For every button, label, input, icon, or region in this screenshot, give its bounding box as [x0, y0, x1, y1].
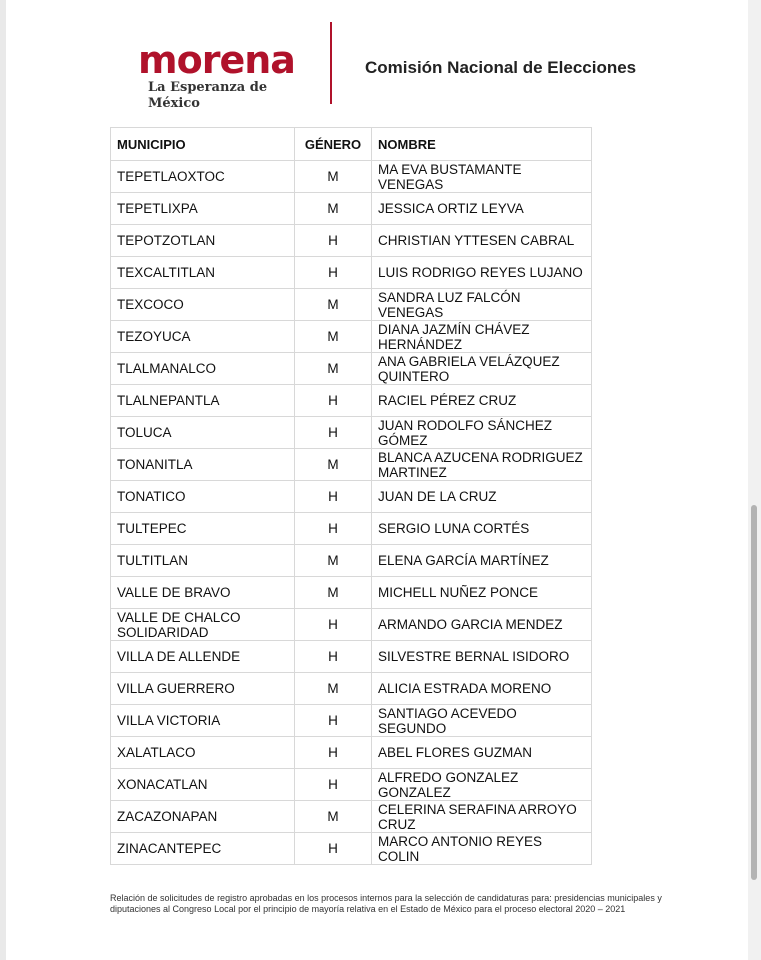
- table-row: [111, 257, 592, 289]
- cell-municipio: TULTEPEC: [111, 513, 295, 545]
- candidates-table: [110, 127, 592, 865]
- cell-genero: H: [295, 769, 372, 801]
- cell-genero: H: [295, 737, 372, 769]
- cell-nombre: ARMANDO GARCIA MENDEZ: [372, 609, 592, 641]
- table-row: [111, 801, 592, 833]
- cell-municipio: TOLUCA: [111, 417, 295, 449]
- cell-genero: M: [295, 193, 372, 225]
- table-row: [111, 737, 592, 769]
- cell-nombre: ANA GABRIELA VELÁZQUEZ QUINTERO: [372, 353, 592, 385]
- logo-tagline: La Esperanza de México: [148, 80, 268, 111]
- cell-nombre: ELENA GARCÍA MARTÍNEZ: [372, 545, 592, 577]
- vertical-scrollbar[interactable]: [748, 0, 761, 960]
- cell-municipio: XALATLACO: [111, 737, 295, 769]
- cell-municipio: VILLA VICTORIA: [111, 705, 295, 737]
- cell-municipio: ZACAZONAPAN: [111, 801, 295, 833]
- table-row: [111, 833, 592, 865]
- cell-genero: H: [295, 641, 372, 673]
- cell-municipio: TONANITLA: [111, 449, 295, 481]
- table-row: [111, 161, 592, 193]
- table-row: [111, 193, 592, 225]
- cell-nombre: LUIS RODRIGO REYES LUJANO: [372, 257, 592, 289]
- scrollbar-thumb[interactable]: [751, 505, 757, 880]
- table-header-row: [111, 128, 592, 161]
- table-row: [111, 641, 592, 673]
- cell-genero: M: [295, 289, 372, 321]
- column-header-nombre: NOMBRE: [372, 128, 592, 161]
- table-row: [111, 481, 592, 513]
- cell-nombre: JUAN RODOLFO SÁNCHEZ GÓMEZ: [372, 417, 592, 449]
- cell-genero: M: [295, 673, 372, 705]
- table-row: [111, 449, 592, 481]
- table-row: [111, 705, 592, 737]
- cell-genero: M: [295, 161, 372, 193]
- cell-genero: H: [295, 257, 372, 289]
- cell-nombre: JESSICA ORTIZ LEYVA: [372, 193, 592, 225]
- column-header-genero: GÉNERO: [295, 128, 372, 161]
- table-row: [111, 417, 592, 449]
- cell-nombre: MICHELL NUÑEZ PONCE: [372, 577, 592, 609]
- cell-genero: M: [295, 449, 372, 481]
- table-row: [111, 225, 592, 257]
- cell-municipio: TONATICO: [111, 481, 295, 513]
- footnote: Relación de solicitudes de registro aprobadas en los procesos internos para la selección de candidaturas para: presidencias municipales y diputaciones al Congreso Local por el principio de mayoría relativa en el Estado de México para el proceso electoral 2020 – 2021: [110, 893, 662, 914]
- table-row: [111, 673, 592, 705]
- cell-municipio: TEPOTZOTLAN: [111, 225, 295, 257]
- cell-nombre: BLANCA AZUCENA RODRIGUEZ MARTINEZ: [372, 449, 592, 481]
- commission-title: Comisión Nacional de Elecciones: [365, 58, 637, 77]
- table-row: [111, 353, 592, 385]
- table-row: [111, 385, 592, 417]
- cell-municipio: TEXCALTITLAN: [111, 257, 295, 289]
- cell-genero: M: [295, 353, 372, 385]
- cell-genero: H: [295, 385, 372, 417]
- cell-nombre: SANTIAGO ACEVEDO SEGUNDO: [372, 705, 592, 737]
- table-row: [111, 513, 592, 545]
- cell-nombre: DIANA JAZMÍN CHÁVEZ HERNÁNDEZ: [372, 321, 592, 353]
- cell-genero: H: [295, 417, 372, 449]
- cell-nombre: SERGIO LUNA CORTÉS: [372, 513, 592, 545]
- cell-genero: H: [295, 481, 372, 513]
- table-row: [111, 545, 592, 577]
- cell-nombre: CHRISTIAN YTTESEN CABRAL: [372, 225, 592, 257]
- cell-nombre: ABEL FLORES GUZMAN: [372, 737, 592, 769]
- cell-municipio: TEPETLIXPA: [111, 193, 295, 225]
- cell-genero: M: [295, 801, 372, 833]
- table-row: [111, 769, 592, 801]
- cell-nombre: MA EVA BUSTAMANTE VENEGAS: [372, 161, 592, 193]
- cell-nombre: JUAN DE LA CRUZ: [372, 481, 592, 513]
- table-row: [111, 609, 592, 641]
- table-row: [111, 289, 592, 321]
- cell-genero: H: [295, 609, 372, 641]
- cell-municipio: TEZOYUCA: [111, 321, 295, 353]
- cell-municipio: TULTITLAN: [111, 545, 295, 577]
- cell-municipio: VILLA GUERRERO: [111, 673, 295, 705]
- cell-genero: H: [295, 705, 372, 737]
- cell-nombre: SILVESTRE BERNAL ISIDORO: [372, 641, 592, 673]
- cell-nombre: SANDRA LUZ FALCÓN VENEGAS: [372, 289, 592, 321]
- cell-genero: H: [295, 513, 372, 545]
- cell-municipio: VILLA DE ALLENDE: [111, 641, 295, 673]
- cell-municipio: ZINACANTEPEC: [111, 833, 295, 865]
- cell-nombre: RACIEL PÉREZ CRUZ: [372, 385, 592, 417]
- table-body: [111, 161, 592, 865]
- morena-logo: [138, 40, 313, 112]
- cell-nombre: CELERINA SERAFINA ARROYO CRUZ: [372, 801, 592, 833]
- cell-municipio: TLALNEPANTLA: [111, 385, 295, 417]
- cell-municipio: VALLE DE CHALCO SOLIDARIDAD: [111, 609, 295, 641]
- cell-genero: M: [295, 321, 372, 353]
- cell-municipio: TEPETLAOXTOC: [111, 161, 295, 193]
- cell-nombre: ALICIA ESTRADA MORENO: [372, 673, 592, 705]
- table-row: [111, 321, 592, 353]
- cell-municipio: VALLE DE BRAVO: [111, 577, 295, 609]
- cell-genero: H: [295, 225, 372, 257]
- cell-genero: H: [295, 833, 372, 865]
- cell-municipio: TLALMANALCO: [111, 353, 295, 385]
- cell-genero: M: [295, 577, 372, 609]
- cell-nombre: MARCO ANTONIO REYES COLIN: [372, 833, 592, 865]
- table-row: [111, 577, 592, 609]
- header-divider: [330, 22, 332, 104]
- cell-genero: M: [295, 545, 372, 577]
- cell-municipio: XONACATLAN: [111, 769, 295, 801]
- column-header-municipio: MUNICIPIO: [111, 128, 295, 161]
- cell-nombre: ALFREDO GONZALEZ GONZALEZ: [372, 769, 592, 801]
- logo-wordmark: morena: [138, 38, 295, 82]
- cell-municipio: TEXCOCO: [111, 289, 295, 321]
